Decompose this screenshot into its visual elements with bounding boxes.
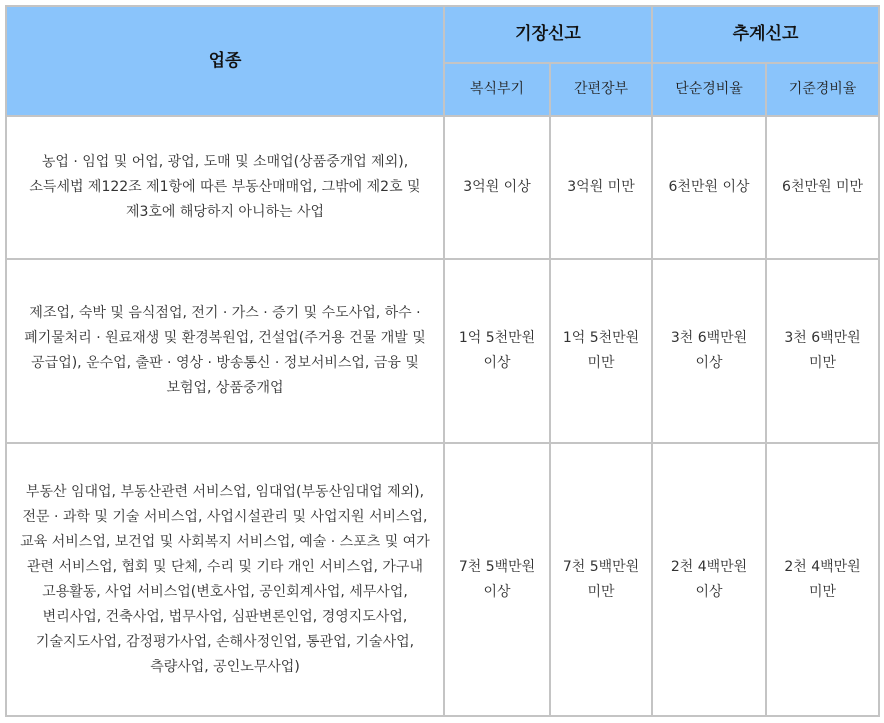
table-row <box>6 116 879 259</box>
table-row <box>6 259 879 443</box>
simple-book-threshold: 7천 5백만원 미만 <box>550 443 652 716</box>
header-standard-expense-rate: 기준경비율 <box>766 63 879 116</box>
standard-rate-threshold: 2천 4백만원 미만 <box>766 443 879 716</box>
double-entry-threshold: 7천 5백만원 이상 <box>444 443 550 716</box>
industry-cell: 제조업, 숙박 및 음식점업, 전기 · 가스 · 증기 및 수도사업, 하수 · 폐기물처리 · 원료재생 및 환경복원업, 건설업(주거용 건물 개발 및 공급업), 운수업, 출판 · 영상 · 방송통신 · 정보서비스업, 금융 및 보험업, 상품중개업 <box>6 259 444 443</box>
simple-book-threshold: 3억원 미만 <box>550 116 652 259</box>
header-estimate-filing: 추계신고 <box>652 6 879 63</box>
standard-rate-threshold: 3천 6백만원 미만 <box>766 259 879 443</box>
header-industry: 업종 <box>6 6 444 116</box>
header-bookkeeping-filing: 기장신고 <box>444 6 652 63</box>
simple-rate-threshold: 2천 4백만원 이상 <box>652 443 766 716</box>
standard-rate-threshold: 6천만원 미만 <box>766 116 879 259</box>
double-entry-threshold: 3억원 이상 <box>444 116 550 259</box>
header-simple-book: 간편장부 <box>550 63 652 116</box>
income-tax-filing-table <box>5 5 880 717</box>
simple-rate-threshold: 6천만원 이상 <box>652 116 766 259</box>
simple-book-threshold: 1억 5천만원 미만 <box>550 259 652 443</box>
table-row <box>6 443 879 716</box>
industry-cell: 부동산 임대업, 부동산관련 서비스업, 임대업(부동산임대업 제외), 전문 · 과학 및 기술 서비스업, 사업시설관리 및 사업지원 서비스업, 교육 서비스업, 보건업 및 사회복지 서비스업, 예술 · 스포츠 및 여가 관련 서비스업, 협회 및 단체, 수리 및 기타 개인 서비스업, 가구내 고용활동, 사업 서비스업(변호사업, 공인회계사업, 세무사업, 변리사업, 건축사업, 법무사업, 심판변론인업, 경영지도사업, 기술지도사업, 감정평가사업, 손해사정인업, 통관업, 기술사업, 측량사업, 공인노무사업) <box>6 443 444 716</box>
double-entry-threshold: 1억 5천만원 이상 <box>444 259 550 443</box>
header-simple-expense-rate: 단순경비율 <box>652 63 766 116</box>
simple-rate-threshold: 3천 6백만원 이상 <box>652 259 766 443</box>
header-double-entry: 복식부기 <box>444 63 550 116</box>
industry-cell: 농업 · 임업 및 어업, 광업, 도매 및 소매업(상품중개업 제외), 소득세법 제122조 제1항에 따른 부동산매매업, 그밖에 제2호 및 제3호에 해당하지 아니하는 사업 <box>6 116 444 259</box>
